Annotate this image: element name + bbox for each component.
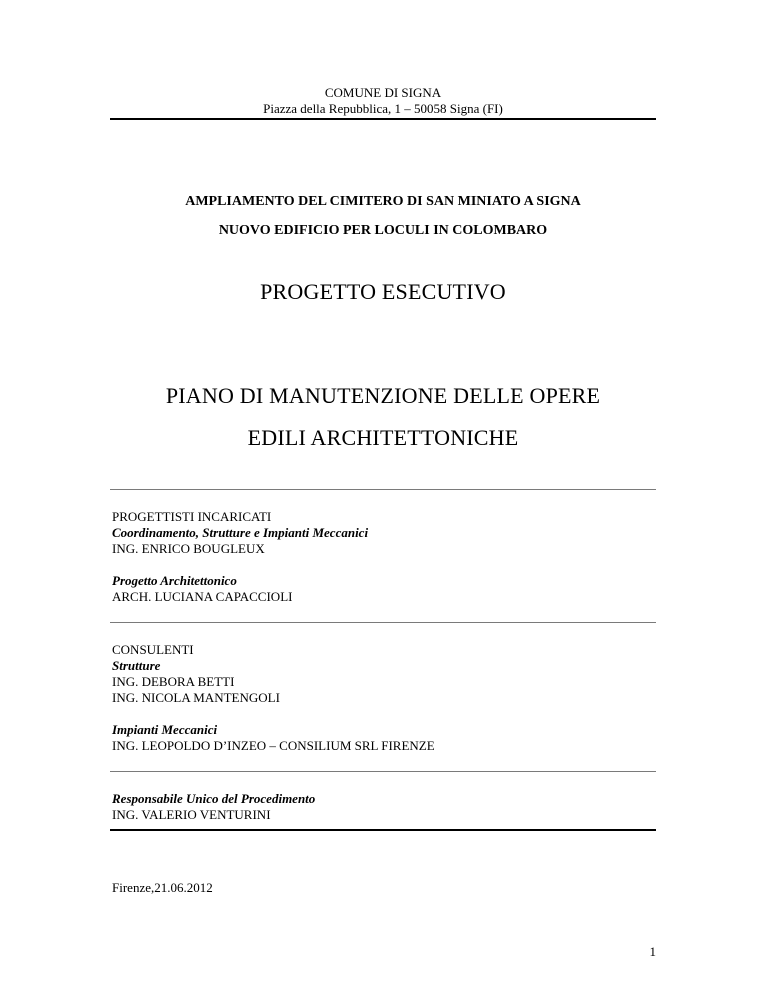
project-title-line1: AMPLIAMENTO DEL CIMITERO DI SAN MINIATO A SIGNA <box>185 194 581 209</box>
consultant-name-mantengoli: ING. NICOLA MANTENGOLI <box>112 690 280 705</box>
consultants-role-structures: Strutture <box>112 658 161 673</box>
section-divider <box>110 771 656 772</box>
designers-role-architecture: Progetto Architettonico <box>112 573 237 588</box>
header-divider <box>110 118 656 120</box>
designer-name-bougleux: ING. ENRICO BOUGLEUX <box>112 541 265 556</box>
document-title-line1: PIANO DI MANUTENZIONE DELLE OPERE <box>165 383 601 408</box>
rup-name: ING. VALERIO VENTURINI <box>112 807 271 822</box>
consultants-heading: CONSULENTI <box>112 642 194 657</box>
municipality-name: COMUNE DI SIGNA <box>324 85 442 100</box>
rup-role: Responsabile Unico del Procedimento <box>112 791 316 806</box>
designers-heading: PROGETTISTI INCARICATI <box>112 509 272 524</box>
designers-role-coordination: Coordinamento, Strutture e Impianti Meccanici <box>112 525 369 540</box>
section-divider <box>110 829 656 831</box>
consultant-name-dinzeo: ING. LEOPOLDO D’INZEO – CONSILIUM SRL FIRENZE <box>112 738 435 753</box>
document-title-line2: EDILI ARCHITETTONICHE <box>247 425 519 450</box>
section-divider <box>110 622 656 623</box>
designer-name-capaccioli: ARCH. LUCIANA CAPACCIOLI <box>112 589 293 604</box>
consultant-name-betti: ING. DEBORA BETTI <box>112 674 235 689</box>
municipality-address: Piazza della Repubblica, 1 – 50058 Signa (FI) <box>263 101 503 116</box>
project-title-line2: NUOVO EDIFICIO PER LOCULI IN COLOMBARO <box>218 223 548 238</box>
place-date: Firenze,21.06.2012 <box>112 880 213 895</box>
consultants-role-mechanical: Impianti Meccanici <box>112 722 218 737</box>
page-number: 1 <box>649 944 656 959</box>
project-phase: PROGETTO ESECUTIVO <box>260 279 506 304</box>
section-divider <box>110 489 656 490</box>
